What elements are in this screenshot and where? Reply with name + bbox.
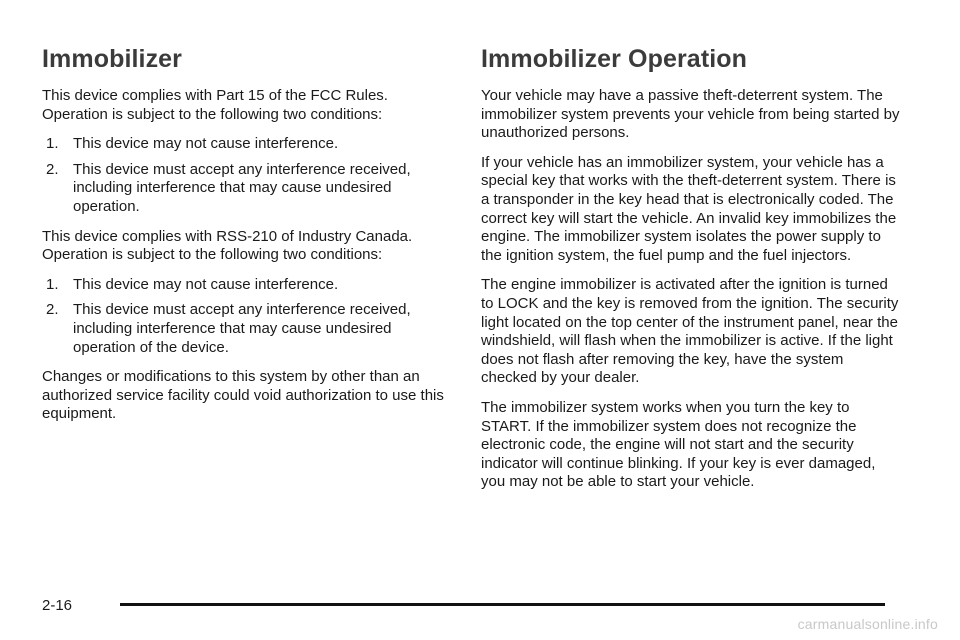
list-item-number: 1. <box>46 275 59 293</box>
paragraph-activation: The engine immobilizer is activated after the ignition is turned to LOCK and the key is removed from the ignition. The security light located on the top center of the instrument panel, near the windshield, will flash when the immobilizer is active. If the light does not flash after removing the key, have the system checked by your dealer. <box>481 276 899 387</box>
list-item <box>42 135 444 154</box>
list-item-number: 2. <box>46 301 59 319</box>
modifications-warning-paragraph: Changes or modifications to this system by other than an authorized service facility could void authorization to use this equipment. <box>42 368 444 423</box>
watermark: carmanualsonline.info <box>797 616 938 632</box>
list-item <box>42 301 444 357</box>
list-item-text: This device may not cause interference. <box>73 135 339 153</box>
list-item-text: This device must accept any interference received, including interference that may cause undesired operation. <box>73 160 411 215</box>
list-item-number: 1. <box>46 135 59 153</box>
footer-divider <box>120 603 885 606</box>
list-item <box>42 161 444 217</box>
right-column <box>481 44 901 503</box>
fcc-conditions-list <box>42 135 444 216</box>
fcc-intro-paragraph: This device complies with Part 15 of the FCC Rules. Operation is subject to the following two conditions: <box>42 87 388 123</box>
ic-conditions-list <box>42 276 444 357</box>
list-item-number: 2. <box>46 160 59 178</box>
section-title-immobilizer: Immobilizer <box>42 45 183 73</box>
left-body <box>42 87 444 424</box>
list-item-text: This device may not cause interference. <box>73 275 339 293</box>
list-item <box>42 276 444 295</box>
page-number: 2-16 <box>42 597 73 614</box>
ic-intro-paragraph: This device complies with RSS-210 of Industry Canada. Operation is subject to the following two conditions: <box>42 227 413 264</box>
paragraph-start: The immobilizer system works when you turn the key to START. If the immobilizer system does not recognize the electronic code, the engine will not start and the security indicator will continue blinking. If your key is ever damaged, you may not be able to start your vehicle. <box>481 398 876 491</box>
right-body <box>481 87 901 492</box>
list-item-text: This device must accept any interference received, including interference that may cause undesired operation of the device. <box>73 301 411 356</box>
paragraph-special-key: If your vehicle has an immobilizer system, your vehicle has a special key that works with the theft-deterrent system. There is a transponder in the key head that is electronically coded. The correct key will start the vehicle. An invalid key immobilizes the engine. The immobilizer system isolates the power supply to the ignition system, the fuel pump and the fuel injectors. <box>481 153 897 264</box>
left-column <box>42 44 444 435</box>
section-title-immobilizer-operation: Immobilizer Operation <box>481 45 748 73</box>
paragraph-overview: Your vehicle may have a passive theft-deterrent system. The immobilizer system prevents your vehicle from being started by unauthorized persons. <box>481 87 900 142</box>
